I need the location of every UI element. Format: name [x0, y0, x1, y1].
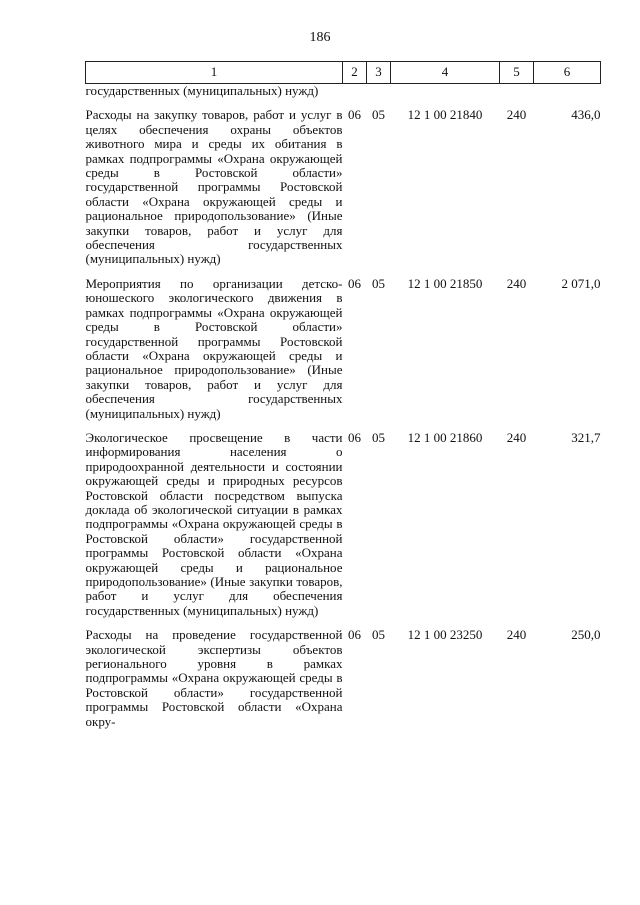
row-subsection: 05 [372, 107, 385, 123]
table-row [86, 108, 601, 266]
row-description: Мероприятия по организации детско-юношеского экологического движения в рамках подпрограммы «Охрана окружающей среды в Ростовской области» государственной программы Ростовской области «Охрана окружающей среды и рациональное природопользование» (Иные закупки товаров, работ и услуг для обеспечения государственных (муниципальных) нужд) [85, 275, 343, 421]
row-section: 06 [348, 107, 361, 123]
continuation-description [86, 84, 343, 99]
row-target-code: 12 1 00 21860 [407, 429, 483, 445]
row-expense-type: 240 [506, 429, 527, 445]
header-cell-5: 5 [500, 62, 534, 84]
row-subsection: 05 [372, 275, 385, 291]
row-target-code: 12 1 00 23250 [407, 627, 483, 643]
header-cell-4: 4 [391, 62, 500, 84]
continuation-row [86, 84, 601, 99]
row-amount: 250,0 [571, 627, 601, 643]
page-number: 186 [309, 30, 331, 45]
row-description: Расходы на закупку товаров, работ и услуг в целях обеспечения охраны объектов животного мира и среды их обитания в рамках подпрограммы «Охрана окружающей среды в Ростовской области» государственной программы Ростовской области «Охрана окружающей среды и рациональное природопользование» (Иные закупки товаров, работ и услуг для обеспечения государственных (муниципальных) нужд) [85, 107, 343, 267]
table-header-row [86, 62, 601, 84]
row-description: Расходы на проведение государственной экологической экспертизы объектов регионального уровня в рамках подпрограммы «Охрана окружающей среды в Ростовской области» государственной программы Ростовской области «Охрана окру- [85, 627, 343, 729]
row-expense-type: 240 [506, 275, 527, 291]
row-expense-type: 240 [506, 627, 527, 643]
budget-table [85, 61, 601, 729]
row-description: Экологическое просвещение в части информирования населения о природоохранной деятельности и состоянии окружающей среды и природных ресурсов Ростовской области посредством выпуска доклада об экологической ситуации в рамках подпрограммы «Охрана окружающей среды в Ростовской области» государственной программы Ростовской области «Охрана окружающей среды и рациональное природопользование» (Иные закупки товаров, работ и услуг для обеспечения государственных (муниципальных) нужд) [85, 429, 343, 618]
row-subsection: 05 [372, 627, 385, 643]
row-section: 06 [348, 429, 361, 445]
row-amount: 2 071,0 [561, 275, 601, 291]
row-amount: 436,0 [571, 107, 601, 123]
header-cell-3: 3 [367, 62, 391, 84]
table-row [86, 277, 601, 421]
row-subsection: 05 [372, 429, 385, 445]
header-cell-2: 2 [343, 62, 367, 84]
row-section: 06 [348, 627, 361, 643]
row-expense-type: 240 [506, 107, 527, 123]
header-cell-1: 1 [86, 62, 343, 84]
header-cell-6: 6 [534, 62, 601, 84]
row-amount: 321,7 [571, 429, 601, 445]
row-target-code: 12 1 00 21840 [407, 107, 483, 123]
row-target-code: 12 1 00 21850 [407, 275, 483, 291]
continuation-text: государственных (муниципальных) нужд) [85, 83, 319, 98]
row-section: 06 [348, 275, 361, 291]
table-row [86, 431, 601, 618]
table-row [86, 628, 601, 729]
